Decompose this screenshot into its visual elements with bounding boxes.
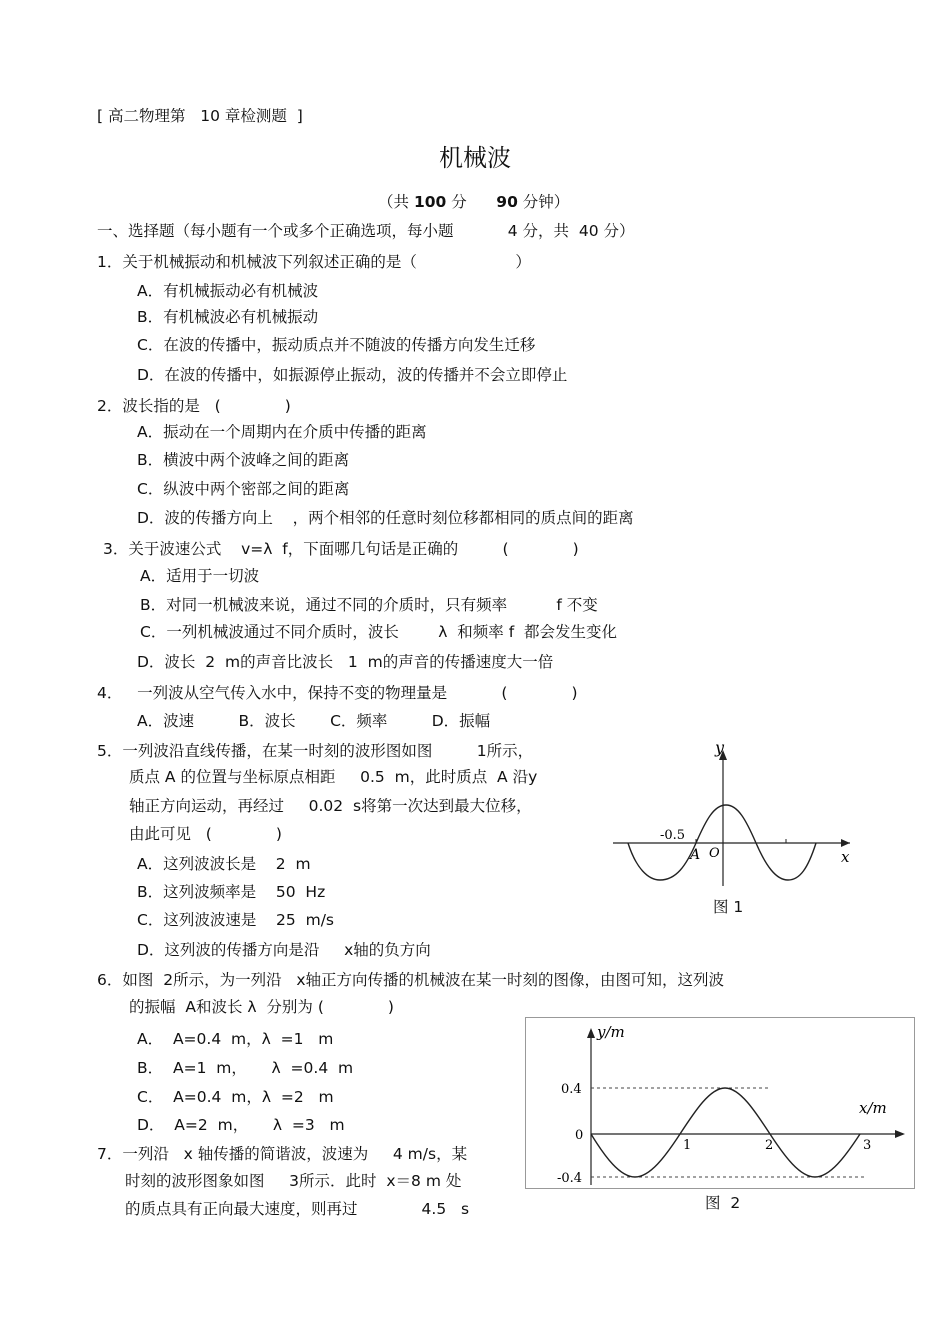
page-title: 机械波 xyxy=(439,144,511,172)
q6-option-b: B． A=1 m， λ =0.4 m xyxy=(137,1059,354,1077)
q1-option-d: D．在波的传播中，如振源停止振动，波的传播并不会立即停止 xyxy=(137,366,568,384)
q5-option-c: C．这列波波速是 25 m/s xyxy=(137,911,335,929)
q5-stem-line3: 轴正方向运动，再经过 0.02 s将第一次达到最大位移， xyxy=(129,797,532,815)
q5-stem-line2: 质点 A 的位置与坐标原点相距 0.5 m，此时质点 A 沿y xyxy=(129,768,538,786)
score-total: 100 xyxy=(413,193,447,211)
figure-1-wave-graph xyxy=(608,738,858,888)
q6-stem-line2: 的振幅 A和波长 λ 分别为 ( ) xyxy=(129,998,394,1016)
q2-option-a: A．振动在一个周期内在介质中传播的距离 xyxy=(137,423,427,441)
fig1-origin-label: O xyxy=(709,846,720,861)
fig2-x-arrow xyxy=(895,1130,905,1138)
score-open: （共 xyxy=(378,193,414,211)
q2-option-c: C．纵波中两个密部之间的距离 xyxy=(137,480,350,498)
q5-option-b: B．这列波频率是 50 Hz xyxy=(137,883,326,901)
figure-2-caption: 图 2 xyxy=(705,1194,741,1212)
fig2-y-tick-zero: 0 xyxy=(575,1128,584,1143)
fig2-x-tick-3: 3 xyxy=(863,1138,872,1153)
q6-stem-line1: 6．如图 2所示，为一列沿 x轴正方向传播的机械波在某一时刻的图像，由图可知，这列波 xyxy=(97,971,725,989)
q3-option-a: A．适用于一切波 xyxy=(140,567,260,585)
q4-stem: 4． 一列波从空气传入水中，保持不变的物理量是 ( ) xyxy=(97,684,578,702)
fig2-wave-curve xyxy=(591,1088,860,1177)
fig1-x-label: x xyxy=(841,848,850,866)
q2-stem: 2．波长指的是 ( ) xyxy=(97,397,291,415)
q4-options: A．波速 B．波长 C．频率 D．振幅 xyxy=(137,712,491,730)
q5-stem-line1: 5．一列波沿直线传播，在某一时刻的波形图如图 1所示， xyxy=(97,742,534,760)
score-minutes: 90 xyxy=(496,193,518,211)
q3-option-b: B．对同一机械波来说，通过不同的介质时，只有频率 f 不变 xyxy=(140,596,598,614)
q6-option-c: C． A=0.4 m，λ =2 m xyxy=(137,1088,334,1106)
q5-option-d: D．这列波的传播方向是沿 x轴的负方向 xyxy=(137,941,431,959)
q6-option-a: A． A=0.4 m，λ =1 m xyxy=(137,1030,334,1048)
q1-option-a: A．有机械振动必有机械波 xyxy=(137,282,319,300)
header-line: [ 高二物理第 10 章检测题 ] xyxy=(97,107,303,125)
q3-option-d: D．波长 2 m的声音比波长 1 m的声音的传播速度大一倍 xyxy=(137,653,554,671)
q2-option-b: B．横波中两个波峰之间的距离 xyxy=(137,451,350,469)
q7-stem-line2: 时刻的波形图象如图 3所示．此时 x＝8 m 处 xyxy=(125,1172,462,1190)
fig2-frame xyxy=(526,1018,915,1189)
q7-stem-line3: 的质点具有正向最大速度，则再过 4.5 s xyxy=(125,1200,470,1218)
fig1-y-label: y xyxy=(715,738,725,757)
q1-option-c: C．在波的传播中，振动质点并不随波的传播方向发生迁移 xyxy=(137,336,536,354)
q2-option-d: D．波的传播方向上 ，两个相邻的任意时刻位移都相同的质点间的距离 xyxy=(137,509,634,527)
q7-stem-line1: 7．一列沿 x 轴传播的简谐波，波速为 4 m/s，某 xyxy=(97,1145,468,1163)
score-line xyxy=(378,192,569,212)
fig2-y-arrow xyxy=(587,1028,595,1038)
fig2-y-tick-top: 0.4 xyxy=(561,1082,582,1097)
fig1-point-a-label: A xyxy=(690,847,701,863)
figure-2-wave-graph xyxy=(525,1017,915,1189)
fig1-x-arrow xyxy=(841,839,850,847)
fig2-y-tick-bottom: -0.4 xyxy=(557,1171,583,1186)
q5-option-a: A．这列波波长是 2 m xyxy=(137,855,311,873)
fig1-neg-label: -0.5 xyxy=(660,828,686,843)
figure-1-caption: 图 1 xyxy=(713,898,744,916)
q1-stem: 1．关于机械振动和机械波下列叙述正确的是（ ） xyxy=(97,253,531,271)
fig2-x-tick-2: 2 xyxy=(765,1138,774,1153)
q3-option-c: C．一列机械波通过不同介质时，波长 λ 和频率 f 都会发生变化 xyxy=(140,623,618,641)
q5-stem-line4: 由此可见 ( ) xyxy=(129,825,282,843)
fig2-x-tick-1: 1 xyxy=(683,1138,692,1153)
fig2-y-label: y/m xyxy=(597,1023,625,1041)
q1-option-b: B．有机械波必有机械振动 xyxy=(137,308,319,326)
fig2-x-label: x/m xyxy=(859,1099,887,1117)
q3-stem: 3．关于波速公式 v=λ f，下面哪几句话是正确的 ( ) xyxy=(103,540,579,558)
score-close: 分钟） xyxy=(517,193,570,211)
score-mid: 分 xyxy=(446,193,497,211)
section-heading: 一、选择题（每小题有一个或多个正确选项，每小题 4 分，共 40 分） xyxy=(97,222,635,240)
q6-option-d: D． A=2 m， λ =3 m xyxy=(137,1116,345,1134)
